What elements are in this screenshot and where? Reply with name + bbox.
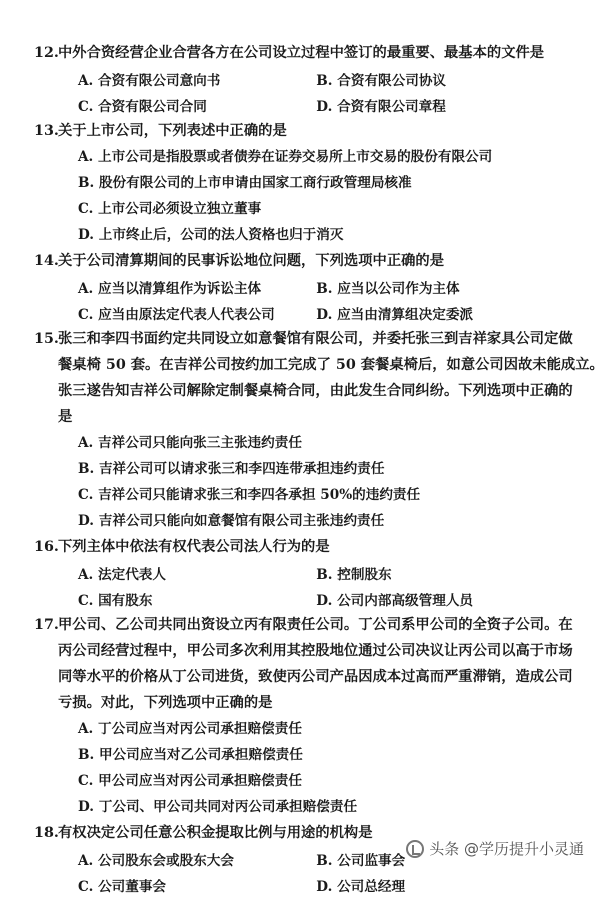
question-number: 17. xyxy=(34,617,59,633)
option-text: 股份有限公司的上市申请由国家工商行政管理局核准 xyxy=(98,175,412,191)
option-letter: A. xyxy=(78,721,94,737)
option-letter: C. xyxy=(78,487,94,503)
answer-option xyxy=(316,277,574,297)
option-text: 合资有限公司意向书 xyxy=(98,73,221,89)
answer-option xyxy=(58,170,574,196)
option-text: 公司总经理 xyxy=(337,879,406,895)
option-text: 甲公司应当对丙公司承担赔偿责任 xyxy=(98,773,302,789)
question-text: 是 xyxy=(58,409,73,425)
option-letter: C. xyxy=(78,879,94,895)
option-text: 上市公司是指股票或者债券在证券交易所上市交易的股份有限公司 xyxy=(98,149,493,165)
option-row xyxy=(58,300,574,326)
question-text: 关于上市公司，下列表述中正确的是 xyxy=(58,123,287,139)
option-letter: C. xyxy=(78,99,94,115)
option-text: 吉祥公司只能向如意餐馆有限公司主张违约责任 xyxy=(98,513,385,529)
option-text: 甲公司应当对乙公司承担赔偿责任 xyxy=(98,747,303,763)
option-letter: C. xyxy=(78,593,94,609)
option-letter: A. xyxy=(78,73,94,89)
question-text: 同等水平的价格从丁公司进货，致使丙公司产品因成本过高而严重滞销，造成公司 xyxy=(58,669,573,685)
answer-option xyxy=(58,849,316,869)
answer-option xyxy=(58,303,316,323)
question-text: 餐桌椅 50 套。在吉祥公司按约加工完成了 50 套餐桌椅后，如意公司因故未能成立。 xyxy=(58,357,604,373)
question-stem xyxy=(34,326,574,352)
option-letter: D. xyxy=(78,227,95,243)
option-letter: C. xyxy=(78,307,94,323)
question-block xyxy=(34,248,574,326)
answer-option xyxy=(58,456,574,482)
answer-option xyxy=(58,95,316,115)
question-stem xyxy=(34,612,574,638)
option-row xyxy=(58,872,574,898)
option-text: 公司内部高级管理人员 xyxy=(337,593,474,609)
answer-option xyxy=(58,430,574,456)
question-number: 15. xyxy=(34,331,59,347)
answer-option xyxy=(316,303,574,323)
answer-option xyxy=(58,875,316,895)
option-text: 上市终止后，公司的法人资格也归于消灭 xyxy=(98,227,344,243)
option-text: 公司董事会 xyxy=(98,879,167,895)
option-row xyxy=(58,274,574,300)
option-letter: D. xyxy=(78,513,95,529)
option-row xyxy=(58,92,574,118)
option-row xyxy=(58,560,574,586)
option-letter: A. xyxy=(78,567,94,583)
option-text: 公司股东会或股东大会 xyxy=(98,853,234,869)
question-block xyxy=(34,612,574,820)
question-number: 13. xyxy=(34,123,59,139)
question-block xyxy=(34,40,574,118)
answer-option xyxy=(58,222,574,248)
option-letter: A. xyxy=(78,435,94,451)
question-text: 亏损。对此，下列选项中正确的是 xyxy=(58,695,273,711)
answer-option xyxy=(58,144,574,170)
question-block xyxy=(34,820,574,898)
question-text: 张三遂告知吉祥公司解除定制餐桌椅合同，由此发生合同纠纷。下列选项中正确的 xyxy=(58,383,573,399)
question-stem-continued xyxy=(58,378,574,404)
question-stem xyxy=(34,248,574,274)
option-letter: A. xyxy=(78,149,94,165)
answer-option xyxy=(316,563,574,583)
option-text: 合资有限公司合同 xyxy=(98,99,207,115)
question-number: 14. xyxy=(34,253,59,269)
option-text: 应当以公司作为主体 xyxy=(337,281,460,297)
question-text: 张三和李四书面约定共同设立如意餐馆有限公司，并委托张三到吉祥家具公司定做 xyxy=(58,331,573,347)
option-text: 吉祥公司只能向张三主张违约责任 xyxy=(98,435,302,451)
option-letter: D. xyxy=(316,879,333,895)
option-letter: B. xyxy=(316,281,333,297)
watermark xyxy=(406,838,584,859)
option-text: 法定代表人 xyxy=(98,567,166,583)
option-text: 吉祥公司可以请求张三和李四连带承担违约责任 xyxy=(98,461,385,477)
option-letter: A. xyxy=(78,281,94,297)
answer-option xyxy=(316,69,574,89)
option-text: 合资有限公司协议 xyxy=(337,73,447,89)
question-text: 下列主体中依法有权代表公司法人行为的是 xyxy=(58,539,330,555)
option-text: 应当以清算组作为诉讼主体 xyxy=(98,281,262,297)
option-text: 丁公司、甲公司共同对丙公司承担赔偿责任 xyxy=(98,799,358,815)
answer-option xyxy=(58,482,574,508)
option-letter: D. xyxy=(316,593,333,609)
question-stem xyxy=(34,118,574,144)
option-text: 国有股东 xyxy=(98,593,153,609)
answer-option xyxy=(58,716,574,742)
answer-option xyxy=(58,589,316,609)
option-letter: B. xyxy=(316,567,333,583)
question-text: 关于公司清算期间的民事诉讼地位问题，下列选项中正确的是 xyxy=(58,253,445,269)
answer-option xyxy=(58,277,316,297)
option-text: 应当由原法定代表人代表公司 xyxy=(98,307,275,323)
toutiao-logo-icon xyxy=(406,840,424,858)
option-text: 控制股东 xyxy=(337,567,392,583)
answer-option xyxy=(58,196,574,222)
question-text: 甲公司、乙公司共同出资设立丙有限责任公司。丁公司系甲公司的全资子公司。在 xyxy=(58,617,573,633)
question-text: 有权决定公司任意公积金提取比例与用途的机构是 xyxy=(58,825,373,841)
question-block xyxy=(34,326,604,534)
option-text: 公司监事会 xyxy=(337,853,406,869)
option-text: 上市公司必须设立独立董事 xyxy=(98,201,262,217)
option-text: 吉祥公司只能请求张三和李四各承担 50%的违约责任 xyxy=(98,487,421,503)
option-letter: C. xyxy=(78,773,94,789)
answer-option xyxy=(316,875,574,895)
option-letter: D. xyxy=(316,99,333,115)
question-number: 18. xyxy=(34,825,59,841)
question-stem-continued xyxy=(58,664,574,690)
option-letter: D. xyxy=(316,307,333,323)
question-stem-continued xyxy=(58,404,574,430)
answer-option xyxy=(58,742,574,768)
answer-option xyxy=(58,69,316,89)
question-block xyxy=(34,118,574,248)
option-letter: B. xyxy=(316,853,333,869)
option-text: 应当由清算组决定委派 xyxy=(337,307,474,323)
question-stem xyxy=(34,534,574,560)
question-stem-continued xyxy=(58,638,574,664)
answer-option xyxy=(58,768,574,794)
answer-option xyxy=(58,508,574,534)
question-number: 12. xyxy=(34,45,59,61)
option-letter: B. xyxy=(316,73,333,89)
option-letter: A. xyxy=(78,853,94,869)
option-text: 丁公司应当对丙公司承担赔偿责任 xyxy=(98,721,302,737)
question-text: 丙公司经营过程中，甲公司多次利用其控股地位通过公司决议让丙公司以高于市场 xyxy=(58,643,573,659)
answer-option xyxy=(316,589,574,609)
option-letter: D. xyxy=(78,799,95,815)
option-row xyxy=(58,586,574,612)
option-letter: C. xyxy=(78,201,94,217)
answer-option xyxy=(58,794,574,820)
question-text: 中外合资经营企业合营各方在公司设立过程中签订的最重要、最基本的文件是 xyxy=(58,45,545,61)
option-row xyxy=(58,66,574,92)
question-number: 16. xyxy=(34,539,59,555)
option-letter: B. xyxy=(78,175,95,191)
answer-option xyxy=(316,95,574,115)
watermark-text: 头条 @学历提升小灵通 xyxy=(429,840,584,858)
option-letter: B. xyxy=(78,747,95,763)
question-stem-continued xyxy=(58,352,604,378)
answer-option xyxy=(58,563,316,583)
question-block xyxy=(34,534,574,612)
option-text: 合资有限公司章程 xyxy=(337,99,446,115)
question-stem xyxy=(34,40,574,66)
question-stem-continued xyxy=(58,690,574,716)
option-letter: B. xyxy=(78,461,95,477)
